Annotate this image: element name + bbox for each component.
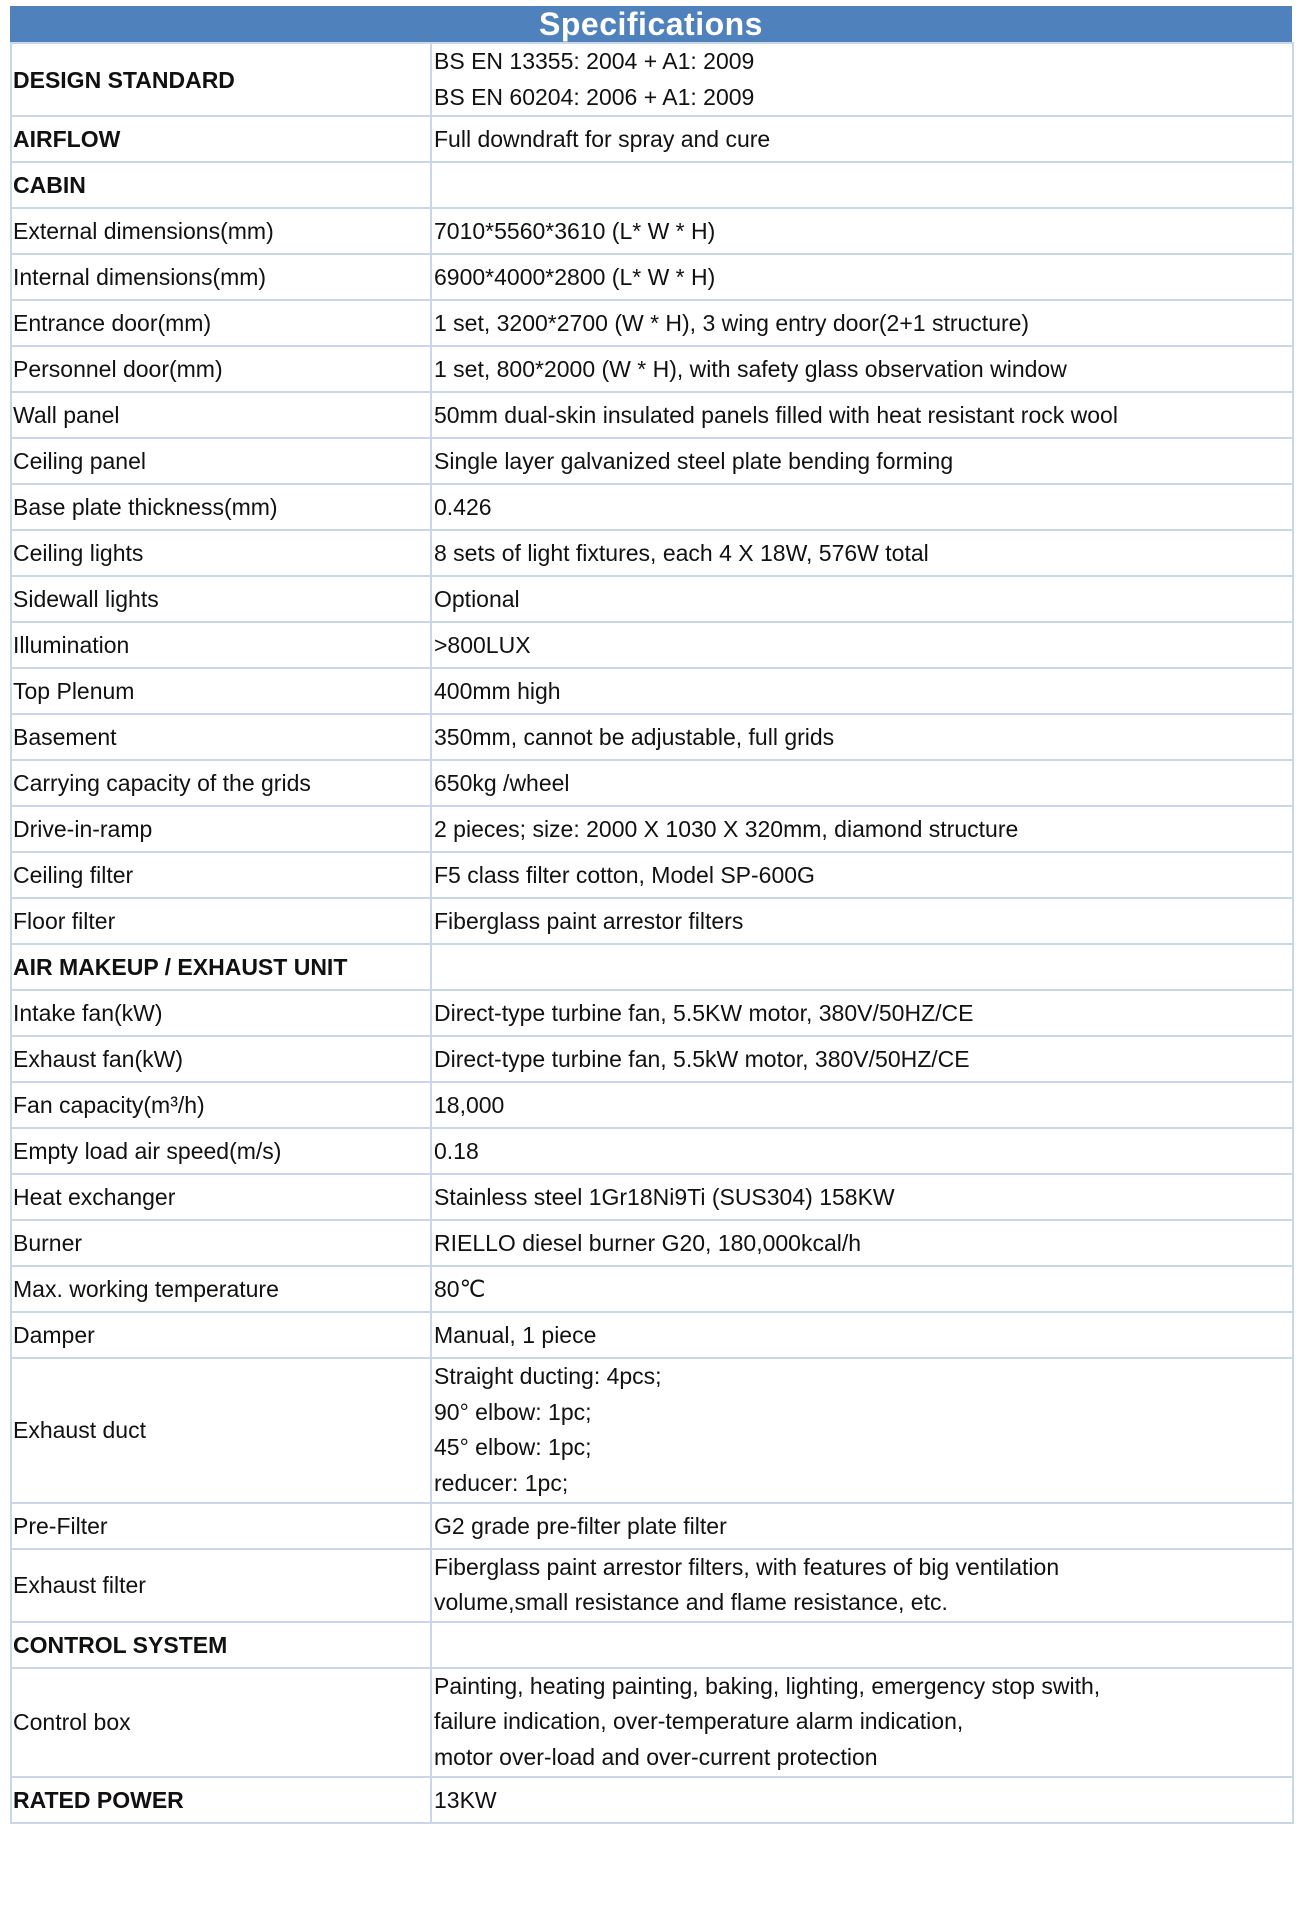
spec-label: Pre-Filter <box>11 1503 431 1549</box>
spec-value-line: 2 pieces; size: 2000 X 1030 X 320mm, diamond structure <box>434 816 1019 843</box>
spec-row <box>11 346 1293 392</box>
spec-value-line: RIELLO diesel burner G20, 180,000kcal/h <box>434 1230 862 1257</box>
spec-label: Damper <box>11 1312 431 1358</box>
spec-row <box>11 208 1293 254</box>
spec-row <box>11 760 1293 806</box>
spec-label: Internal dimensions(mm) <box>11 254 431 300</box>
section-label: AIRFLOW <box>11 116 431 162</box>
spec-value <box>431 1128 1293 1174</box>
spec-value-line: F5 class filter cotton, Model SP-600G <box>434 862 815 889</box>
spec-value-line: 350mm, cannot be adjustable, full grids <box>434 724 835 751</box>
spec-label: Ceiling lights <box>11 530 431 576</box>
spec-label: Exhaust fan(kW) <box>11 1036 431 1082</box>
spec-row <box>11 1668 1293 1777</box>
spec-label: Basement <box>11 714 431 760</box>
spec-value-line: volume,small resistance and flame resistance, etc. <box>434 1589 948 1616</box>
spec-label: Exhaust filter <box>11 1549 431 1622</box>
spec-row <box>11 1503 1293 1549</box>
spec-value-line: >800LUX <box>434 632 531 659</box>
spec-value-line: 50mm dual-skin insulated panels filled with heat resistant rock wool <box>434 402 1118 429</box>
spec-value-line: Fiberglass paint arrestor filters, with features of big ventilation <box>434 1553 1060 1580</box>
spec-value <box>431 1220 1293 1266</box>
section-label: DESIGN STANDARD <box>11 43 431 116</box>
spec-value-line <box>434 1623 1292 1667</box>
spec-value <box>431 576 1293 622</box>
spec-value-line: motor over-load and over-current protection <box>434 1743 878 1770</box>
spec-label: Heat exchanger <box>11 1174 431 1220</box>
spec-value <box>431 898 1293 944</box>
spec-value-line: 45° elbow: 1pc; <box>434 1434 592 1461</box>
spec-label: Fan capacity(m³/h) <box>11 1082 431 1128</box>
spec-value <box>431 438 1293 484</box>
spec-value <box>431 990 1293 1036</box>
spec-value-line: 8 sets of light fixtures, each 4 X 18W, 576W total <box>434 540 929 567</box>
spec-label: Intake fan(kW) <box>11 990 431 1036</box>
spec-value-line: 1 set, 3200*2700 (W * H), 3 wing entry door(2+1 structure) <box>434 310 1030 337</box>
spec-value <box>431 1358 1293 1502</box>
spec-value-line: 0.18 <box>434 1138 479 1165</box>
spec-value <box>431 254 1293 300</box>
spec-label: Ceiling filter <box>11 852 431 898</box>
spec-row <box>11 806 1293 852</box>
spec-value <box>431 208 1293 254</box>
spec-label: Wall panel <box>11 392 431 438</box>
spec-row <box>11 990 1293 1036</box>
spec-table <box>10 42 1294 1824</box>
spec-value <box>431 346 1293 392</box>
spec-value-line <box>434 163 1292 207</box>
spec-value <box>431 622 1293 668</box>
spec-value <box>431 392 1293 438</box>
spec-value-line: 1 set, 800*2000 (W * H), with safety glass observation window <box>434 356 1067 383</box>
spec-value-line: Stainless steel 1Gr18Ni9Ti (SUS304) 158KW <box>434 1184 895 1211</box>
spec-value-line: Fiberglass paint arrestor filters <box>434 908 744 935</box>
spec-label: Max. working temperature <box>11 1266 431 1312</box>
spec-value <box>431 1312 1293 1358</box>
spec-value <box>431 760 1293 806</box>
spec-value-line: Direct-type turbine fan, 5.5KW motor, 380V/50HZ/CE <box>434 1000 974 1027</box>
spec-row <box>11 1777 1293 1823</box>
spec-row <box>11 668 1293 714</box>
spec-row <box>11 392 1293 438</box>
spec-row <box>11 1358 1293 1502</box>
spec-value <box>431 1036 1293 1082</box>
spec-sheet <box>10 6 1292 1824</box>
spec-value-line: Direct-type turbine fan, 5.5kW motor, 380V/50HZ/CE <box>434 1046 970 1073</box>
spec-label: Control box <box>11 1668 431 1777</box>
spec-value-line: 0.426 <box>434 494 492 521</box>
spec-row <box>11 944 1293 990</box>
spec-row <box>11 898 1293 944</box>
spec-row <box>11 1549 1293 1622</box>
section-label: CONTROL SYSTEM <box>11 1622 431 1668</box>
spec-label: Illumination <box>11 622 431 668</box>
spec-value <box>431 1777 1293 1823</box>
spec-value <box>431 944 1293 990</box>
spec-value <box>431 162 1293 208</box>
spec-row <box>11 1622 1293 1668</box>
spec-value <box>431 1174 1293 1220</box>
spec-label: Ceiling panel <box>11 438 431 484</box>
spec-value <box>431 1266 1293 1312</box>
spec-label: Exhaust duct <box>11 1358 431 1502</box>
spec-row <box>11 852 1293 898</box>
spec-label: Floor filter <box>11 898 431 944</box>
spec-label: Empty load air speed(m/s) <box>11 1128 431 1174</box>
spec-label: Carrying capacity of the grids <box>11 760 431 806</box>
spec-row <box>11 622 1293 668</box>
spec-value <box>431 1668 1293 1777</box>
spec-row <box>11 300 1293 346</box>
spec-value-line: 90° elbow: 1pc; <box>434 1398 592 1425</box>
spec-label: Personnel door(mm) <box>11 346 431 392</box>
spec-value-line: BS EN 60204: 2006 + A1: 2009 <box>434 83 755 110</box>
section-label: AIR MAKEUP / EXHAUST UNIT <box>11 944 431 990</box>
spec-row <box>11 162 1293 208</box>
spec-value <box>431 1549 1293 1622</box>
spec-value-line: reducer: 1pc; <box>434 1469 569 1496</box>
spec-value <box>431 484 1293 530</box>
spec-value <box>431 43 1293 116</box>
spec-value-line: G2 grade pre-filter plate filter <box>434 1512 727 1539</box>
spec-value-line: 18,000 <box>434 1092 505 1119</box>
spec-row <box>11 484 1293 530</box>
spec-row <box>11 1128 1293 1174</box>
spec-value-line: Full downdraft for spray and cure <box>434 126 771 153</box>
spec-label: Sidewall lights <box>11 576 431 622</box>
spec-label: Burner <box>11 1220 431 1266</box>
spec-value <box>431 1622 1293 1668</box>
spec-value <box>431 300 1293 346</box>
spec-value-line: 400mm high <box>434 678 561 705</box>
spec-row <box>11 43 1293 116</box>
section-label: CABIN <box>11 162 431 208</box>
spec-label: Entrance door(mm) <box>11 300 431 346</box>
spec-label: Drive-in-ramp <box>11 806 431 852</box>
spec-value-line: BS EN 13355: 2004 + A1: 2009 <box>434 48 755 74</box>
spec-row <box>11 530 1293 576</box>
spec-value-line: Optional <box>434 586 520 613</box>
spec-row <box>11 1266 1293 1312</box>
section-label: RATED POWER <box>11 1777 431 1823</box>
spec-value-line: Painting, heating painting, baking, lighting, emergency stop swith, <box>434 1672 1101 1699</box>
spec-row <box>11 438 1293 484</box>
spec-title: Specifications <box>10 6 1292 42</box>
spec-value <box>431 1503 1293 1549</box>
spec-row <box>11 1036 1293 1082</box>
spec-value-line: Straight ducting: 4pcs; <box>434 1363 662 1390</box>
spec-value <box>431 714 1293 760</box>
spec-value <box>431 530 1293 576</box>
spec-label: Base plate thickness(mm) <box>11 484 431 530</box>
spec-value <box>431 116 1293 162</box>
spec-row <box>11 714 1293 760</box>
spec-label: Top Plenum <box>11 668 431 714</box>
spec-row <box>11 576 1293 622</box>
spec-value-line: Single layer galvanized steel plate bending forming <box>434 448 954 475</box>
spec-row <box>11 254 1293 300</box>
spec-label: External dimensions(mm) <box>11 208 431 254</box>
spec-value <box>431 852 1293 898</box>
spec-value-line: 80℃ <box>434 1276 486 1303</box>
spec-value-line: 6900*4000*2800 (L* W * H) <box>434 264 716 291</box>
spec-value-line: 7010*5560*3610 (L* W * H) <box>434 218 716 245</box>
spec-value-line: Manual, 1 piece <box>434 1322 597 1349</box>
spec-value-line <box>434 945 1292 989</box>
spec-value <box>431 806 1293 852</box>
spec-value-line: 13KW <box>434 1786 497 1813</box>
spec-row <box>11 116 1293 162</box>
spec-value <box>431 668 1293 714</box>
spec-row <box>11 1312 1293 1358</box>
spec-value <box>431 1082 1293 1128</box>
spec-row <box>11 1220 1293 1266</box>
spec-row <box>11 1082 1293 1128</box>
spec-table-body <box>11 43 1293 1823</box>
spec-row <box>11 1174 1293 1220</box>
spec-value-line: failure indication, over-temperature alarm indication, <box>434 1708 964 1735</box>
spec-value-line: 650kg /wheel <box>434 770 570 797</box>
